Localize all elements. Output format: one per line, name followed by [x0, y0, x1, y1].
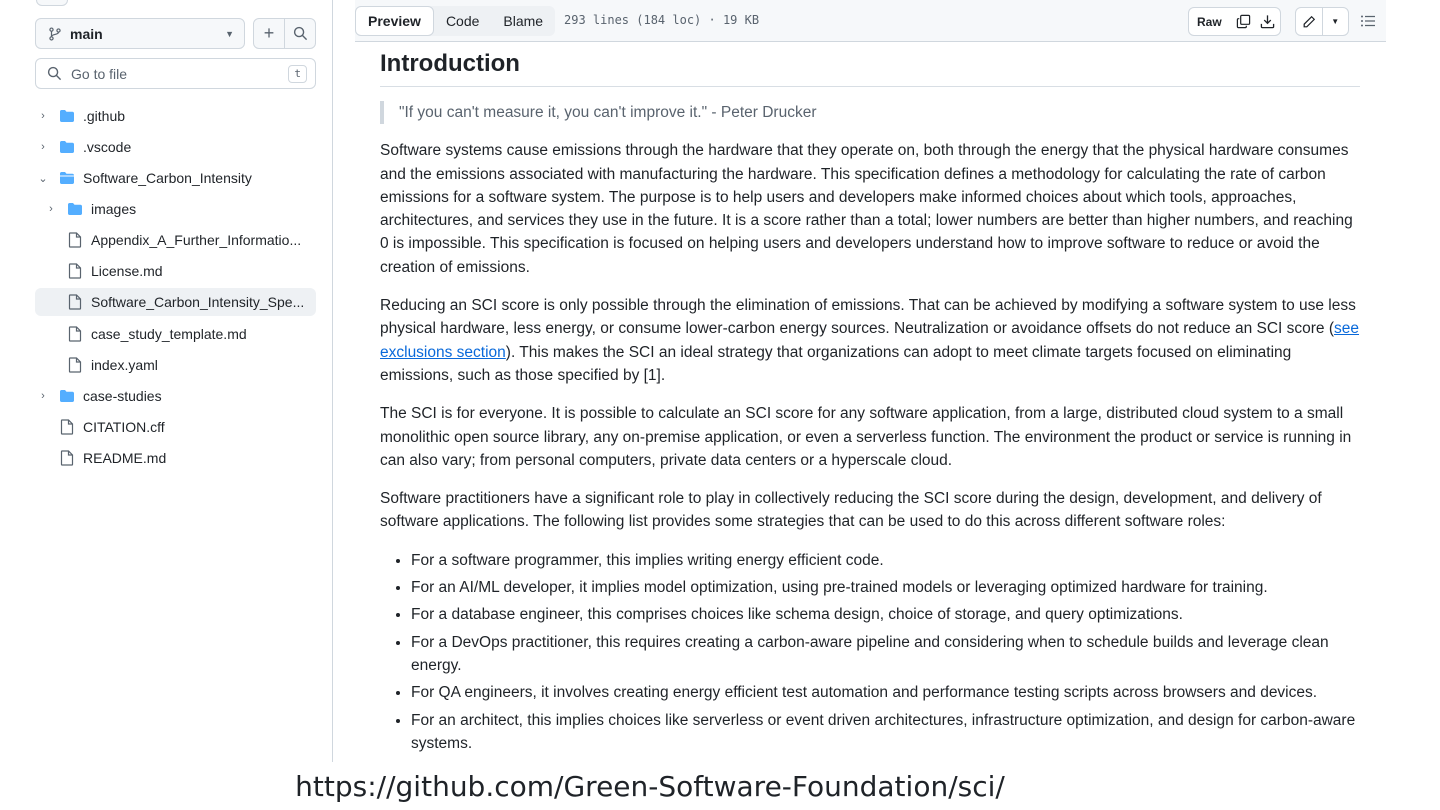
chevron-down-icon: ⌄ [38, 172, 48, 185]
file-header-bar [355, 0, 1386, 42]
source-url-caption: https://github.com/Green-Software-Foundation/sci/ [295, 770, 1005, 803]
keyboard-shortcut-hint: t [288, 65, 307, 83]
chevron-right-icon: › [49, 203, 53, 215]
branch-selector[interactable] [35, 18, 245, 49]
tree-item-readme[interactable] [59, 444, 316, 472]
add-file-button[interactable] [254, 19, 284, 48]
outline-button[interactable] [1360, 13, 1376, 34]
folder-icon [67, 201, 83, 217]
file-icon [67, 263, 83, 279]
chevron-down-icon: ▼ [225, 28, 234, 39]
list-item: • For a database engineer, this comprises choices like schema design, choice of storage, and query optimizations. [411, 603, 1360, 626]
chevron-right-icon: › [41, 110, 45, 122]
paragraph-2-end: ). This makes the SCI an ideal strategy that organizations can adopt to meet climate targets focused on eliminating emissions, such as those specified by [1]. [380, 343, 1292, 384]
list-item: • For a DevOps practitioner, this requires creating a carbon-aware pipeline and considering when to schedule builds and leverage clean energy. [411, 631, 1360, 678]
triangle-down-icon: ▼ [1331, 17, 1340, 26]
search-icon [293, 26, 308, 41]
list-unordered-icon [1360, 13, 1376, 29]
go-to-file-placeholder: Go to file [71, 65, 128, 82]
view-mode-tabs [355, 6, 555, 36]
tree-item-license[interactable] [67, 257, 316, 285]
search-button[interactable] [284, 19, 315, 48]
tree-item-case-study-template[interactable] [67, 320, 316, 348]
blockquote: "If you can't measure it, you can't improve it." - Peter Drucker [380, 101, 1360, 124]
branch-name: main [70, 25, 103, 42]
folder-icon [59, 108, 75, 124]
tree-item-case-studies[interactable] [35, 382, 316, 410]
file-viewer [348, 0, 1386, 762]
edit-actions [1295, 7, 1349, 36]
tree-item-index-yaml[interactable] [67, 351, 316, 379]
search-icon [47, 66, 62, 81]
edit-button[interactable] [1296, 15, 1322, 29]
tree-item-label: CITATION.cff [83, 419, 165, 435]
tree-item-label: .vscode [83, 139, 132, 155]
file-icon [59, 450, 75, 466]
tree-item-citation[interactable] [59, 413, 316, 441]
file-meta: 293 lines (184 loc) · 19 KB [564, 13, 760, 27]
folder-icon [59, 388, 75, 404]
git-branch-icon [48, 27, 62, 41]
list-item: • For QA engineers, it involves creating energy efficient test automation and performance testing scripts across browsers and devices. [411, 681, 1360, 704]
paragraph-1: Software systems cause emissions through the hardware that they operate on, both through the energy that the physical hardware consumes and the emissions associated with manufacturing the hardware. This specification defines a methodology for calculating the rate of carbon emissions for a software system. The purpose is to help users and developers make informed choices about which tools, approaches, architectures, and services they use in the future. It is a score rather than a total; lower numbers are better than higher numbers, and reaching 0 is impossible. This specification is focused on helping users and developers understand how to improve software to reduce or avoid the creation of emissions. [380, 142, 1353, 276]
list-item: • For a software programmer, this implies writing energy efficient code. [411, 549, 1360, 572]
tree-item-label: Software_Carbon_Intensity [83, 170, 252, 186]
tree-item-label: images [91, 201, 137, 217]
tree-item-label: Software_Carbon_Intensity_Spe... [91, 294, 305, 310]
edit-menu-button[interactable] [1322, 8, 1349, 35]
copy-icon [1236, 14, 1251, 29]
section-heading: Introduction [380, 46, 1360, 87]
raw-actions [1188, 7, 1281, 36]
tab-code[interactable]: Code [445, 13, 480, 29]
tree-item-vscode[interactable] [35, 133, 316, 161]
paragraph-3: The SCI is for everyone. It is possible to calculate an SCI score for any software application, from a large, distributed cloud system to a small monolithic open source library, any on-premise application, or even a serverless function. The environment the product or service is running in can also vary; from personal computers, private data centers or a hyperscale cloud. [380, 405, 1352, 469]
markdown-body [380, 46, 1360, 759]
tree-item-label: README.md [83, 450, 167, 466]
tree-item-label: index.yaml [91, 357, 158, 373]
chevron-right-icon: › [41, 390, 45, 402]
copy-button[interactable] [1231, 14, 1256, 29]
pencil-icon [1302, 15, 1316, 29]
paragraph-2 [380, 294, 1360, 387]
file-icon [67, 294, 83, 310]
tree-item-label: .github [83, 108, 126, 124]
tree-item-label: case_study_template.md [91, 326, 247, 342]
plus-icon: + [263, 23, 275, 43]
file-icon [67, 357, 83, 373]
raw-button[interactable]: Raw [1197, 14, 1222, 29]
download-button[interactable] [1255, 14, 1280, 29]
list-item: • For an AI/ML developer, it implies model optimization, using pre-trained models or leveraging optimized hardware for training. [411, 576, 1360, 599]
collapse-sidebar-button[interactable] [36, 0, 68, 6]
file-icon [67, 326, 83, 342]
file-tree-sidebar [0, 0, 333, 762]
tree-item-software-carbon-intensity[interactable] [35, 164, 316, 192]
tree-item-images[interactable] [43, 195, 316, 223]
tab-blame[interactable]: Blame [503, 13, 544, 29]
tree-item-label: License.md [91, 263, 163, 279]
tree-item-github[interactable] [35, 102, 316, 130]
chevron-right-icon: › [41, 141, 45, 153]
tree-item-label: case-studies [83, 388, 162, 404]
tree-tools [253, 18, 316, 49]
file-icon [67, 232, 83, 248]
tree-item-label: Appendix_A_Further_Informatio... [91, 232, 302, 248]
tab-preview[interactable]: Preview [355, 6, 434, 36]
download-icon [1260, 14, 1275, 29]
go-to-file-input[interactable] [35, 58, 316, 89]
paragraph-2-start: Reducing an SCI score is only possible through the elimination of emissions. That can be achieved by modifying a software system to use less physical hardware, less energy, or consume lower-carbon energy sources. Neutralization or avoidance offsets do not reduce an SCI score ( [380, 297, 1356, 338]
list-item: • For an architect, this implies choices like serverless or event driven architectures, infrastructure optimization, and design for carbon-aware systems. [411, 709, 1360, 756]
tree-item-sci-spec[interactable] [35, 288, 316, 316]
open-folder-icon [59, 170, 75, 186]
strategy-list [380, 549, 1360, 755]
folder-icon [59, 139, 75, 155]
exclusions-section-link[interactable]: see exclusions section [380, 320, 1360, 361]
paragraph-4: Software practitioners have a significant role to play in collectively reducing the SCI score during the design, development, and delivery of software applications. The following list provides some strategies that can be used to do this across different software roles: [380, 490, 1322, 531]
tree-item-appendix-a[interactable] [67, 226, 316, 254]
file-icon [59, 419, 75, 435]
